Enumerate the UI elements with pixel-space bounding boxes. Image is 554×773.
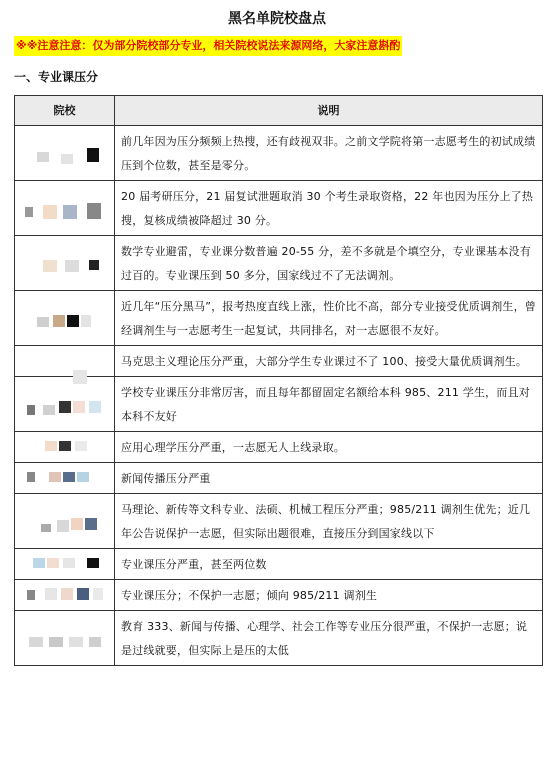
redaction-blur [53, 315, 65, 327]
redaction-blur [29, 637, 43, 647]
redaction-blur [89, 260, 99, 270]
redaction-blur [87, 203, 101, 219]
header-school: 院校 [15, 96, 115, 126]
redaction-blur [27, 590, 35, 600]
header-description: 说明 [115, 96, 543, 126]
description-cell: 学校专业课压分非常厉害，而且每年都留固定名额给本科 985、211 学生，而且对本科不友好 [115, 377, 543, 432]
school-cell-redacted [15, 126, 115, 181]
table-row [15, 346, 543, 377]
redaction-blur [77, 472, 89, 482]
redaction-blur [67, 315, 79, 327]
school-cell-redacted [15, 463, 115, 494]
redaction-blur [65, 260, 79, 272]
redaction-blur [75, 441, 87, 451]
redaction-blur [93, 588, 103, 600]
document-title: 黑名单院校盘点 [228, 11, 326, 27]
description-cell: 应用心理学压分严重，一志愿无人上线录取。 [115, 432, 543, 463]
blacklist-table [14, 95, 543, 666]
description-cell: 近几年“压分黑马”，报考热度直线上涨，性价比不高，部分专业接受优质调剂生，曾经调剂生与一志愿考生一起复试，共同排名，对一志愿很不友好。 [115, 291, 543, 346]
table-row [15, 236, 543, 291]
table-row [15, 611, 543, 666]
redaction-blur [27, 472, 35, 482]
redaction-blur [81, 315, 91, 327]
school-cell-redacted [15, 494, 115, 549]
redaction-blur [45, 588, 57, 600]
table-row [15, 463, 543, 494]
section-heading: 一、专业课压分 [14, 70, 99, 84]
description-cell: 教育 333、新闻与传播、心理学、社会工作等专业压分很严重，不保护一志愿；说是过线就要，但实际上是压的太低 [115, 611, 543, 666]
table-row [15, 432, 543, 463]
table-row [15, 549, 543, 580]
school-cell-redacted [15, 549, 115, 580]
table-row [15, 126, 543, 181]
redaction-blur [63, 205, 77, 219]
redaction-blur [49, 472, 61, 482]
school-cell-redacted [15, 236, 115, 291]
redaction-blur [69, 637, 83, 647]
redaction-blur [73, 401, 85, 413]
table-row [15, 494, 543, 549]
description-cell: 20 届考研压分，21 届复试泄题取消 30 个考生录取资格，22 年也因为压分上了热搜，复核成绩被降超过 30 分。 [115, 181, 543, 236]
school-cell-redacted [15, 291, 115, 346]
redaction-blur [49, 637, 63, 647]
redaction-blur [61, 588, 73, 600]
description-cell: 数学专业避雷，专业课分数普遍 20-55 分，差不多就是个填空分，专业课基本没有过百的。专业课压到 50 多分，国家线过不了无法调剂。 [115, 236, 543, 291]
redaction-blur [59, 401, 71, 413]
redaction-blur [59, 441, 71, 451]
redaction-blur [47, 558, 59, 568]
table-row [15, 291, 543, 346]
redaction-blur [33, 558, 45, 568]
redaction-blur [57, 520, 69, 532]
redaction-blur [63, 558, 75, 568]
table-row [15, 181, 543, 236]
redaction-blur [37, 317, 49, 327]
description-cell: 新闻传播压分严重 [115, 463, 543, 494]
redaction-blur [61, 154, 73, 164]
redaction-blur [43, 405, 55, 415]
school-cell-redacted [15, 580, 115, 611]
redaction-blur [27, 405, 35, 415]
description-cell: 马克思主义理论压分严重，大部分学生专业课过不了 100、接受大量优质调剂生。 [115, 346, 543, 377]
redaction-blur [37, 152, 49, 162]
redaction-blur [41, 524, 51, 532]
description-cell: 专业课压分；不保护一志愿；倾向 985/211 调剂生 [115, 580, 543, 611]
school-cell-redacted [15, 346, 115, 377]
redaction-blur [71, 518, 83, 530]
redaction-blur [89, 637, 101, 647]
redaction-blur [25, 207, 33, 217]
description-cell: 前几年因为压分频频上热搜，还有歧视双非。之前文学院将第一志愿考生的初试成绩压到个位数，甚至是零分。 [115, 126, 543, 181]
redaction-blur [43, 260, 57, 272]
redaction-blur [45, 441, 57, 451]
warning-notice: ※※注意注意：仅为部分院校部分专业，相关院校说法来源网络，大家注意斟酌 [14, 36, 402, 56]
redaction-blur [63, 472, 75, 482]
redaction-blur [85, 518, 97, 530]
school-cell-redacted [15, 611, 115, 666]
table-row [15, 377, 543, 432]
table-header-row [15, 96, 543, 126]
school-cell-redacted [15, 377, 115, 432]
school-cell-redacted [15, 181, 115, 236]
redaction-blur [87, 148, 99, 162]
redaction-blur [43, 205, 57, 219]
description-cell: 专业课压分严重，甚至两位数 [115, 549, 543, 580]
redaction-blur [87, 558, 99, 568]
redaction-blur [89, 401, 101, 413]
table-row [15, 580, 543, 611]
redaction-blur [77, 588, 89, 600]
description-cell: 马理论、新传等文科专业、法硕、机械工程压分严重；985/211 调剂生优先；近几年公告说保护一志愿，但实际出题很难，直接压分到国家线以下 [115, 494, 543, 549]
school-cell-redacted [15, 432, 115, 463]
